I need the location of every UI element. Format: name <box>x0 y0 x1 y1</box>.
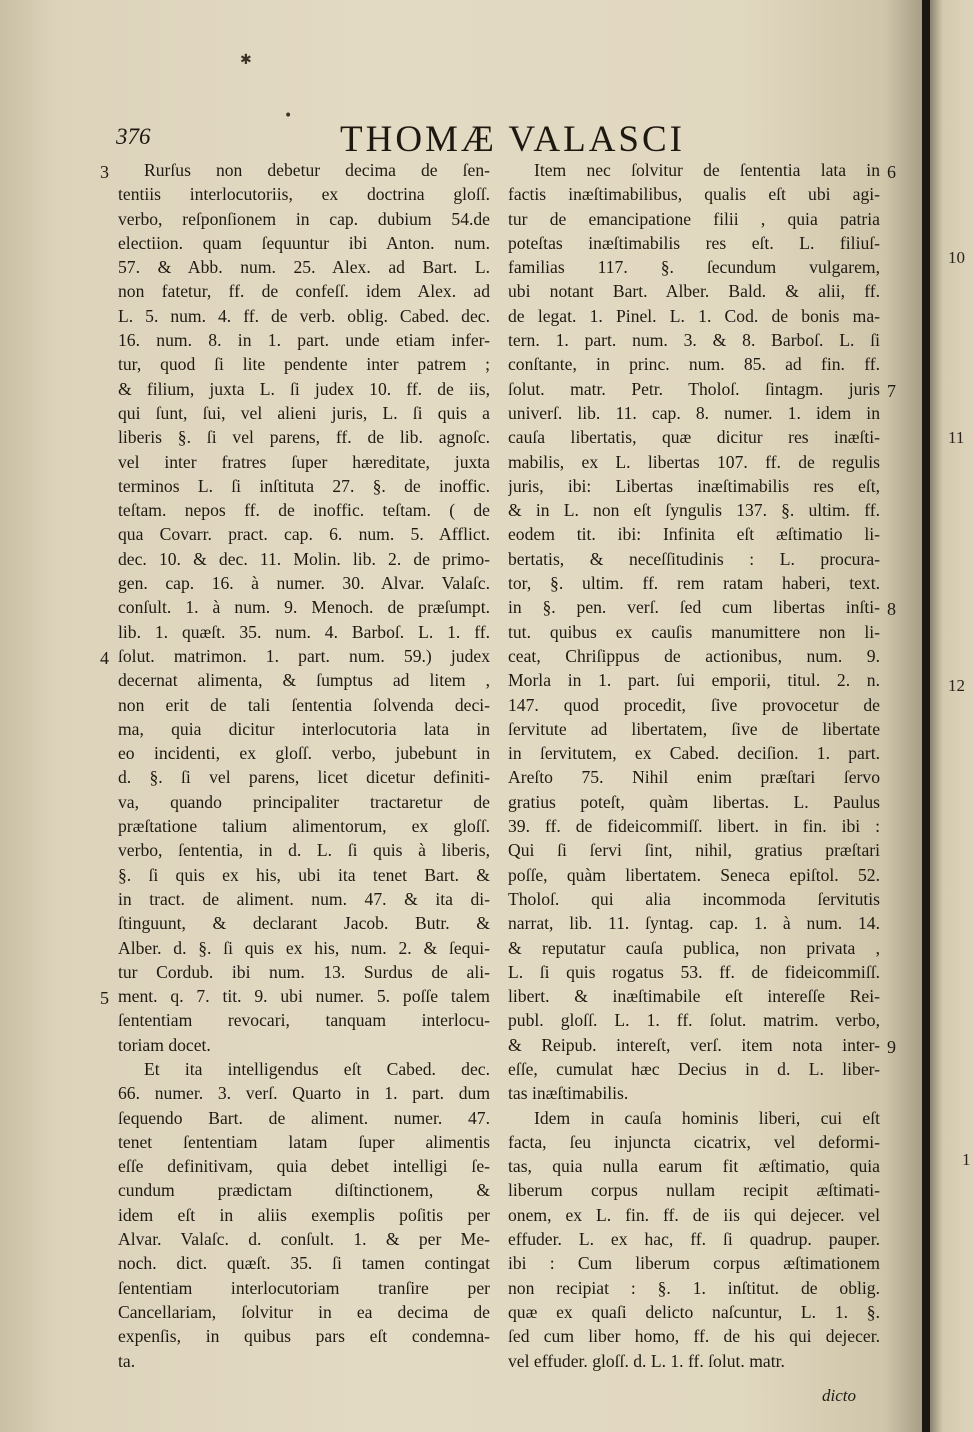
text-line: cauſa libertatis, quæ dicitur res inæſti- <box>508 427 880 448</box>
text-line: ſequendo Bart. de aliment. numer. 47. <box>118 1107 490 1128</box>
text-line: tenet ſententiam latam ſuper alimentis <box>118 1131 490 1152</box>
text-line: toriam docet. <box>118 1034 211 1055</box>
text-line: qui ſunt, ſui, vel alieni juris, L. ſi quis a <box>118 402 490 423</box>
margin-number: 3 <box>100 162 109 182</box>
text-line: non recipiat : §. 1. inſtitut. de oblig. <box>508 1277 880 1298</box>
text-line: eo incidenti, ex gloſſ. verbo, jubebunt in <box>118 743 490 764</box>
text-line: ſolut. matr. Petr. Tholoſ. ſintagm. juris <box>508 378 880 399</box>
text-line: quæ ex quaſi delicto naſcuntur, L. 1. §. <box>508 1301 880 1322</box>
margin-number: 5 <box>100 988 109 1009</box>
text-line: facta, ſeu injuncta cicatrix, vel deformi- <box>508 1131 880 1152</box>
text-line: præſtatione talium alimentorum, ex gloſſ. <box>118 816 490 837</box>
text-line: va, quando principaliter tractaretur de <box>118 791 490 812</box>
text-line: ſtinguunt, & declarant Jacob. Butr. & <box>118 913 490 934</box>
ink-speck: ✱ <box>240 52 252 68</box>
page-title: THOMÆ VALASCI <box>340 119 685 160</box>
text-line: ment. q. 7. tit. 9. ubi numer. 5. poſſe talem <box>118 986 490 1007</box>
text-line: & Reipub. intereſt, verſ. item nota inter- <box>508 1034 880 1055</box>
text-line: 16. num. 8. in 1. part. unde etiam infer- <box>118 330 490 351</box>
page-number: 376 <box>116 124 151 149</box>
text-line: vel inter fratres ſuper hæreditate, juxta <box>118 451 490 472</box>
text-line: Qui ſi ſervi ſint, nihil, gratius præſtari <box>508 840 880 861</box>
text-line: de legat. 1. Pinel. L. 1. Cod. de bonis ma- <box>508 305 880 326</box>
text-line: eodem tit. ibi: Infinita eſt æſtimatio li- <box>508 524 880 545</box>
text-line: juris, ibi: Libertas inæſtimabilis res eſt, <box>508 475 880 496</box>
margin-number: 8 <box>887 599 896 620</box>
text-line: Et ita intelligendus eſt Cabed. dec. <box>144 1058 490 1079</box>
text-line: teſtam. nepos ff. de inoffic. teſtam. ( de <box>118 500 490 521</box>
text-line: Rurſus non debetur decima de ſen- <box>144 160 490 180</box>
text-line: narrat, lib. 11. ſyntag. cap. 1. à num. 14. <box>508 913 880 934</box>
text-line: familias 117. §. ſecundum vulgarem, <box>508 257 880 278</box>
adjacent-page-number: 10 <box>948 248 965 267</box>
text-line: tur, quod ſi lite pendente inter patrem ; <box>118 354 490 375</box>
text-line: §. ſi quis ex his, ubi ita tenet Bart. & <box>118 864 490 885</box>
adjacent-page-number: 12 <box>948 676 965 695</box>
adjacent-page-number: 11 <box>948 428 965 447</box>
text-line: ſolut. matrimon. 1. part. num. 59.) judex <box>118 645 490 666</box>
text-line: tas inæſtimabilis. <box>508 1083 629 1104</box>
text-line: poteſtas inæſtimabilis res eſt. L. filiuſ- <box>508 232 880 253</box>
text-line: conſult. 1. à num. 9. Menoch. de præſumpt. <box>118 597 490 618</box>
text-line: libert. & inæſtimabile eſt intereſſe Rei- <box>508 986 880 1007</box>
text-line: verbo, ſententia, in d. L. ſi quis à liberis, <box>118 840 490 861</box>
margin-number: 7 <box>887 380 896 401</box>
text-line: Tholoſ. qui alia incommoda ſervitutis <box>508 888 880 909</box>
text-line: lib. 1. quæſt. 35. num. 4. Barboſ. L. 1. ff. <box>118 621 490 642</box>
text-line: Cancellariam, ſolvitur in ea decima de <box>118 1301 490 1322</box>
text-line: Idem in cauſa hominis liberi, cui eſt <box>534 1107 880 1128</box>
text-line: gratius poteſt, quàm libertas. L. Paulus <box>508 791 880 812</box>
text-line: & in L. non eſt ſyngulis 137. §. ultim. ff. <box>508 500 880 521</box>
text-line: Item nec ſolvitur de ſententia lata in <box>534 160 880 180</box>
text-line: bertatis, & neceſſitudinis : L. procura- <box>508 548 880 569</box>
text-line: idem eſt in aliis exemplis poſitis per <box>118 1204 490 1225</box>
text-line: eſſe definitivam, quia debet intelligi ſe- <box>118 1156 490 1177</box>
text-line: ſententiam interlocutoriam tranſire per <box>118 1277 490 1298</box>
text-line: onem, ex L. fin. ff. de iis qui dejecer. vel <box>508 1204 880 1225</box>
text-line: publ. gloſſ. L. 1. ff. ſolut. matrim. verbo, <box>508 1010 880 1031</box>
text-line: tern. 1. part. num. 3. & 8. Barboſ. L. ſi <box>508 330 880 351</box>
text-line: 66. numer. 3. verſ. Quarto in 1. part. dum <box>118 1083 490 1104</box>
text-line: in tract. de aliment. num. 47. & ita di- <box>118 888 490 909</box>
adjacent-page-edge <box>930 0 973 1432</box>
text-line: L. 5. num. 4. ff. de verb. oblig. Cabed. dec. <box>118 305 490 326</box>
text-line: ſed cum liber homo, ff. de his qui dejecer. <box>508 1326 880 1347</box>
text-line: liberis §. ſi vel parens, ff. de lib. agnoſc. <box>118 427 490 448</box>
text-line: effuder. L. ex hac, ff. ſi quadrup. pauper. <box>508 1229 880 1250</box>
text-line: liberum corpus nullam recipit æſtimati- <box>508 1180 880 1201</box>
text-line: tur Cordub. ibi num. 13. Surdus de ali- <box>118 961 490 982</box>
text-line: Morla in 1. part. ſui emporii, titul. 2. n. <box>508 670 880 691</box>
text-line: gen. cap. 16. à numer. 30. Alvar. Valaſc. <box>118 573 490 594</box>
text-line: ubi notant Bart. Alber. Bald. & alii, ff. <box>508 281 880 302</box>
text-line: & filium, juxta L. ſi judex 10. ff. de iis, <box>118 378 490 399</box>
margin-number: 9 <box>887 1036 896 1057</box>
margin-number: 4 <box>100 648 109 668</box>
text-line: ſententiam revocari, tanquam interlocu- <box>118 1010 490 1031</box>
text-line: cundum prædictam diſtinctionem, & <box>118 1180 490 1201</box>
text-line: Areſto 75. Nihil enim præſtari ſervo <box>508 767 880 788</box>
text-line: qua Covarr. pract. cap. 6. num. 5. Afflict. <box>118 524 490 545</box>
running-head <box>116 118 886 158</box>
text-line: verbo, reſponſionem in cap. dubium 54.de <box>118 208 490 229</box>
left-column <box>118 158 490 1373</box>
right-column <box>508 158 880 1373</box>
text-line: non fatetur, ff. de confeſſ. idem Alex. ad <box>118 281 490 302</box>
text-line: in ſervitutem, ex Cabed. deciſion. 1. part. <box>508 743 880 764</box>
text-line: d. §. ſi vel parens, licet dicetur definiti- <box>118 767 490 788</box>
text-line: L. ſi quis rogatus 53. ff. de fideicommiſſ. <box>508 961 880 982</box>
text-line: electiion. quam ſequuntur ibi Anton. num. <box>118 232 490 253</box>
text-line: ceat, Chriſippus de actionibus, num. 9. <box>508 645 880 666</box>
text-line: terminos L. ſi inſtituta 27. §. de inoffic. <box>118 475 490 496</box>
text-line: 39. ff. de fideicommiſſ. libert. in fin. ibi : <box>508 816 880 837</box>
text-line: tentiis interlocutoriis, ex doctrina gloſſ. <box>118 184 490 205</box>
margin-number: 6 <box>887 162 896 182</box>
text-line: dec. 10. & dec. 11. Molin. lib. 2. de primo- <box>118 548 490 569</box>
ink-speck: • <box>284 108 293 124</box>
text-line: & reputatur cauſa publica, non privata , <box>508 937 880 958</box>
adjacent-page-number: 1 <box>962 1150 971 1169</box>
text-line: tas, quia nulla earum fit æſtimatio, quia <box>508 1156 880 1177</box>
text-line: tur de emancipatione filii , quia patria <box>508 208 880 229</box>
text-line: factis inæſtimabilibus, qualis eſt ubi agi- <box>508 184 880 205</box>
text-line: eſſe, cumulat hæc Decius in d. L. liber- <box>508 1058 880 1079</box>
text-line: ta. <box>118 1350 136 1371</box>
text-line: poſſe, quàm libertatem. Seneca epiſtol. 52. <box>508 864 880 885</box>
text-line: ma, quia dicitur interlocutoria lata in <box>118 718 490 739</box>
text-line: ſervitute ad libertatem, ſive de libertate <box>508 718 880 739</box>
text-line: noch. dict. quæſt. 35. ſi tamen contingat <box>118 1253 490 1274</box>
text-line: 57. & Abb. num. 25. Alex. ad Bart. L. <box>118 257 490 278</box>
text-line: tor, §. ultim. ff. rem ratam haberi, text. <box>508 573 880 594</box>
text-line: vel effuder. gloſſ. d. L. 1. ff. ſolut. matr. <box>508 1350 785 1371</box>
text-line: in §. pen. verſ. ſed cum libertas inſti- <box>508 597 880 618</box>
catchword: dicto <box>822 1386 856 1405</box>
text-line: decernat alimenta, & ſumptus ad litem , <box>118 670 490 691</box>
text-line: ibi : Cum liberum corpus æſtimationem <box>508 1253 880 1274</box>
text-line: conſtante, in princ. num. 85. ad fin. ff. <box>508 354 880 375</box>
text-line: Alvar. Valaſc. d. conſult. 1. & per Me- <box>118 1229 490 1250</box>
text-line: non erit de tali ſententia ſolvenda deci- <box>118 694 490 715</box>
text-line: Alber. d. §. ſi quis ex his, num. 2. & ſequi- <box>118 937 490 958</box>
text-line: expenſis, in quibus pars eſt condemna- <box>118 1326 490 1347</box>
text-line: 147. quod procedit, ſive provocetur de <box>508 694 880 715</box>
text-line: mabilis, ex L. libertas 107. ff. de regulis <box>508 451 880 472</box>
text-line: tut. quibus ex cauſis manumittere non li- <box>508 621 880 642</box>
text-line: univerſ. lib. 11. cap. 8. numer. 1. idem in <box>508 402 880 423</box>
